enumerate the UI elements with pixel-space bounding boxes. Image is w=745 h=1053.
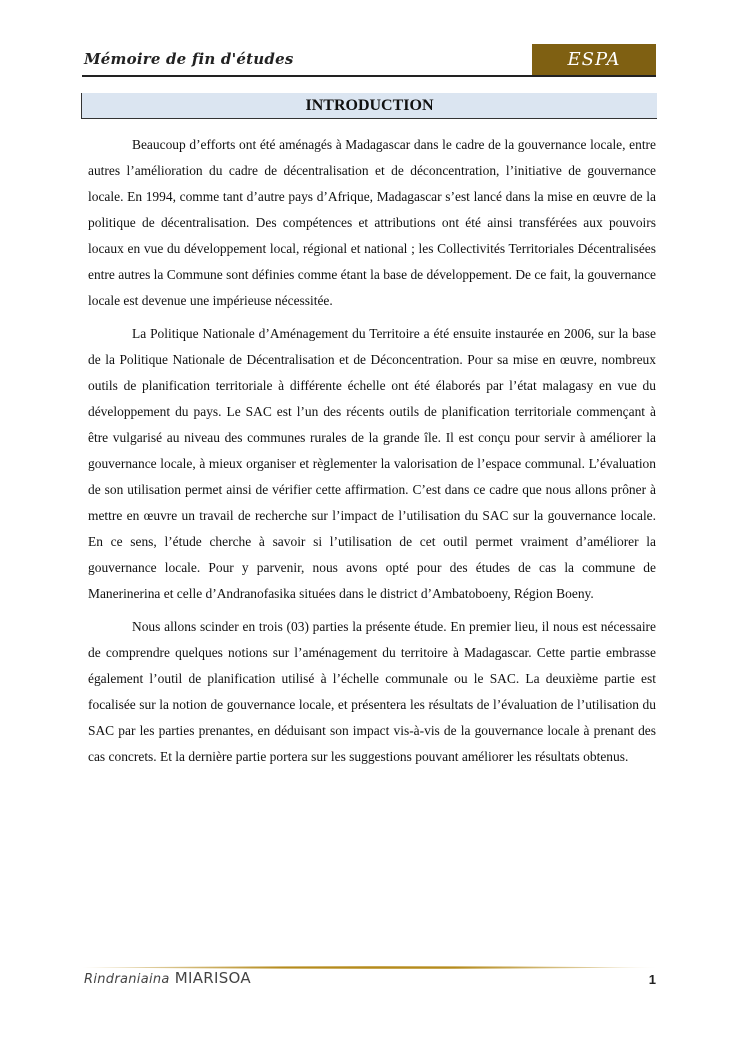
section-title-box — [81, 93, 657, 119]
header-title: Mémoire de fin d'études — [84, 50, 294, 68]
author-first-name: Rindraniaina — [84, 972, 170, 987]
page-number: 1 — [648, 972, 656, 987]
header-rule — [82, 75, 656, 77]
header-badge: ESPA — [532, 44, 656, 75]
body-text — [88, 132, 656, 777]
footer-author — [84, 969, 251, 987]
section-title: INTRODUCTION — [305, 97, 434, 114]
paragraph-1: Beaucoup d’efforts ont été aménagés à Madagascar dans le cadre de la gouvernance locale, entre autres l’amélioration du cadre de décentralisation et de déconcentration, l’initiative de gouvernance locale. En 1994, comme tant d’autre pays d’Afrique, Madagascar s’est lancé dans la mise en œuvre de la politique de décentralisation. Des compétences et attributions ont été ainsi transférées aux pouvoirs locaux en vue du développement local, régional et national ; les Collectivités Territoriales Décentralisées entre autres la Commune sont définies comme étant la base de développement. De ce fait, la gouvernance locale est devenue une impérieuse nécessitée. — [88, 137, 656, 308]
paragraph-3: Nous allons scinder en trois (03) parties la présente étude. En premier lieu, il nous est nécessaire de comprendre quelques notions sur l’aménagement du territoire à Madagascar. Cette partie embrasse également l’outil de planification utilisé à l’échelle communale ou le SAC. La deuxième partie est focalisée sur la notion de gouvernance locale, et présentera les résultats de l’évaluation de l’utilisation du SAC par les parties prenantes, en déduisant son impact vis-à-vis de la gouvernance locale à prenant des cas concrets. Et la dernière partie portera sur les suggestions pouvant améliorer les résultats obtenus. — [88, 619, 656, 764]
paragraph-2: La Politique Nationale d’Aménagement du Territoire a été ensuite instaurée en 2006, sur la base de la Politique Nationale de Décentralisation et de Déconcentration. Pour sa mise en œuvre, nombreux outils de planification territoriale à différente échelle ont été élaborés par l’état malagasy en vue du développement du pays. Le SAC est l’un des récents outils de planification territoriale commençant à être vulgarisé au niveau des communes rurales de la grande île. Il est conçu pour servir à améliorer la gouvernance locale, à mieux organiser et règlementer la valorisation de l’espace communal. L’évaluation de son utilisation permet ainsi de vérifier cette affirmation. C’est dans ce cadre que nous allons prôner à mettre en œuvre un travail de recherche sur l’impact de l’utilisation du SAC sur la gouvernance locale. En ce sens, l’étude cherche à savoir si l’utilisation de cet outil permet vraiment d’améliorer la gouvernance locale. Pour y parvenir, nous avons opté pour des études de cas la commune de Manerinerina et celle d’Andranofasika situées dans le district d’Ambatoboeny, Région Boeny. — [88, 326, 656, 601]
author-last-name: MIARISOA — [174, 969, 251, 987]
